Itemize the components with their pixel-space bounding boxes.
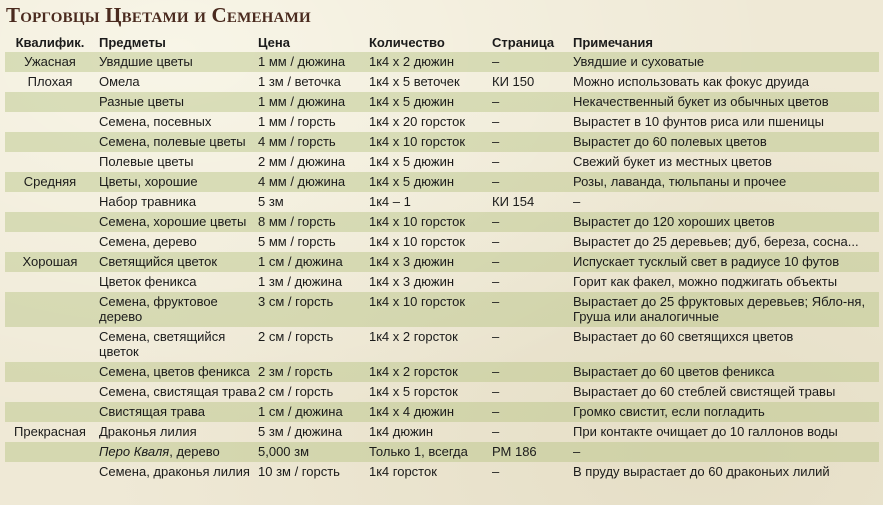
quantity-cell: 1к4 x 5 дюжин — [369, 94, 455, 109]
item-cell: Светящийся цветок — [99, 254, 218, 269]
page-cell: – — [492, 114, 500, 129]
price-cell: 2 см / горсть — [258, 384, 334, 399]
page-cell: – — [492, 154, 500, 169]
item-cell: Полевые цветы — [99, 154, 194, 169]
quantity-cell: 1к4 x 3 дюжин — [369, 254, 455, 269]
price-cell: 1 см / дюжина — [258, 404, 343, 419]
notes-cell: В пруду вырастает до 60 драконьих лилий — [573, 464, 830, 479]
table-row — [5, 252, 879, 272]
item-rest-text: , дерево — [169, 444, 220, 459]
quality-cell: Хорошая — [22, 254, 78, 269]
quantity-cell: 1к4 x 4 дюжин — [369, 404, 455, 419]
item-cell: Семена, свистящая трава — [99, 384, 257, 399]
quantity-cell: 1к4 горсток — [369, 464, 437, 479]
page-cell: – — [492, 174, 500, 189]
item-cell: Семена, драконья лилия — [99, 464, 250, 479]
notes-cell: Вырастет в 10 фунтов риса или пшеницы — [573, 114, 825, 129]
page-cell: – — [492, 329, 500, 344]
notes-cell: Горит как факел, можно поджигать объекты — [573, 274, 838, 289]
notes-cell: При контакте очищает до 10 галлонов воды — [573, 424, 838, 439]
notes-cell: Можно использовать как фокус друида — [573, 74, 809, 89]
item-cell: Цветок феникса — [99, 274, 197, 289]
header-items: Предметы — [99, 35, 166, 50]
table-row — [5, 422, 879, 442]
price-cell: 2 зм / горсть — [258, 364, 333, 379]
page-cell: – — [492, 274, 500, 289]
table-row — [5, 172, 879, 192]
notes-cell: Вырастает до 60 стеблей свистящей травы — [573, 384, 836, 399]
price-cell: 5,000 зм — [258, 444, 310, 459]
table-row — [5, 462, 879, 482]
table-header-row — [5, 33, 879, 52]
notes-cell: Вырастает до 60 цветов феникса — [573, 364, 775, 379]
notes-cell: Розы, лаванда, тюльпаны и прочее — [573, 174, 787, 189]
table-row — [5, 442, 879, 462]
table-row — [5, 52, 879, 72]
notes-cell: – — [573, 194, 581, 209]
table-row — [5, 92, 879, 112]
page-cell: КИ 150 — [492, 74, 535, 89]
header-quantity: Количество — [369, 35, 445, 50]
header-notes: Примечания — [573, 35, 654, 50]
price-cell: 1 мм / дюжина — [258, 94, 346, 109]
page-cell: – — [492, 134, 500, 149]
notes-cell: Вырастет до 60 полевых цветов — [573, 134, 767, 149]
notes-cell: – — [573, 444, 581, 459]
table-body — [5, 52, 879, 482]
table-row — [5, 402, 879, 422]
notes-cell: Вырастает до 60 светящихся цветов — [573, 329, 794, 344]
item-cell: Свистящая трава — [99, 404, 206, 419]
page-cell: – — [492, 214, 500, 229]
item-cell: Семена, хорошие цветы — [99, 214, 247, 229]
page-cell: – — [492, 94, 500, 109]
page-cell: – — [492, 364, 500, 379]
price-cell: 2 см / горсть — [258, 329, 334, 344]
item-italic-text: Перо Кваля — [99, 444, 170, 459]
page-cell: – — [492, 54, 500, 69]
notes-cell: Вырастает до 25 фруктовых деревьев; Ябло-ня, Груша или аналогичные — [573, 294, 866, 324]
page-cell: – — [492, 294, 500, 309]
table-row — [5, 327, 879, 362]
merchant-table — [5, 33, 879, 482]
item-cell: Семена, светящийся цветок — [99, 329, 226, 359]
price-cell: 5 мм / горсть — [258, 234, 336, 249]
quantity-cell: 1к4 x 20 горсток — [369, 114, 466, 129]
price-cell: 3 см / горсть — [258, 294, 334, 309]
notes-cell: Увядшие и суховатые — [573, 54, 705, 69]
notes-cell: Вырастет до 25 деревьев; дуб, береза, сосна... — [573, 234, 859, 249]
quantity-cell: 1к4 x 5 дюжин — [369, 174, 455, 189]
quantity-cell: 1к4 x 10 горсток — [369, 294, 466, 309]
page-cell: – — [492, 234, 500, 249]
notes-cell: Громко свистит, если погладить — [573, 404, 765, 419]
notes-cell: Испускает тусклый свет в радиусе 10 футов — [573, 254, 840, 269]
table-row — [5, 112, 879, 132]
notes-cell: Вырастет до 120 хороших цветов — [573, 214, 775, 229]
item-cell: Омела — [99, 74, 140, 89]
table-row — [5, 192, 879, 212]
page-cell: – — [492, 464, 500, 479]
quantity-cell: 1к4 – 1 — [369, 194, 411, 209]
price-cell: 5 зм — [258, 194, 284, 209]
page-cell: КИ 154 — [492, 194, 535, 209]
page-cell: – — [492, 424, 500, 439]
item-cell: Семена, цветов феникса — [99, 364, 250, 379]
price-cell: 1 зм / веточка — [258, 74, 341, 89]
table-row — [5, 212, 879, 232]
quantity-cell: 1к4 x 5 горсток — [369, 384, 458, 399]
price-cell: 8 мм / горсть — [258, 214, 336, 229]
quantity-cell: 1к4 x 3 дюжин — [369, 274, 455, 289]
page-cell: РМ 186 — [492, 444, 537, 459]
table-row — [5, 292, 879, 327]
quantity-cell: 1к4 дюжин — [369, 424, 434, 439]
table-row — [5, 362, 879, 382]
table-title: Торговцы Цветами и Семенами — [6, 3, 311, 27]
quantity-cell: Только 1, всегда — [369, 444, 468, 459]
quality-cell: Прекрасная — [14, 424, 86, 439]
price-cell: 10 зм / горсть — [258, 464, 340, 479]
quantity-cell: 1к4 x 10 горсток — [369, 134, 466, 149]
table-row — [5, 272, 879, 292]
price-cell: 4 мм / дюжина — [258, 174, 346, 189]
quantity-cell: 1к4 x 10 горсток — [369, 234, 466, 249]
quantity-cell: 1к4 x 10 горсток — [369, 214, 466, 229]
table-row — [5, 72, 879, 92]
header-price: Цена — [258, 35, 290, 50]
quality-cell: Плохая — [27, 74, 73, 89]
table-row — [5, 232, 879, 252]
table-row — [5, 152, 879, 172]
quantity-cell: 1к4 x 2 дюжин — [369, 54, 455, 69]
quantity-cell: 1к4 x 2 горсток — [369, 364, 458, 379]
quality-cell: Средняя — [23, 174, 77, 189]
page-cell: – — [492, 384, 500, 399]
quantity-cell: 1к4 x 2 горсток — [369, 329, 458, 344]
header-page: Страница — [492, 35, 555, 50]
quantity-cell: 1к4 x 5 веточек — [369, 74, 460, 89]
notes-cell: Свежий букет из местных цветов — [573, 154, 772, 169]
price-cell: 1 мм / горсть — [258, 114, 336, 129]
item-cell: Набор травника — [99, 194, 197, 209]
notes-cell: Некачественный букет из обычных цветов — [573, 94, 829, 109]
price-cell: 5 зм / дюжина — [258, 424, 343, 439]
page-cell: – — [492, 404, 500, 419]
price-cell: 2 мм / дюжина — [258, 154, 346, 169]
price-cell: 1 зм / дюжина — [258, 274, 343, 289]
item-cell: Семена, посевных — [99, 114, 212, 129]
price-cell: 1 см / дюжина — [258, 254, 343, 269]
item-cell: Семена, дерево — [99, 234, 197, 249]
header-quality: Квалифик. — [15, 35, 85, 50]
item-cell: Цветы, хорошие — [99, 174, 198, 189]
item-cell: Семена, фруктовое дерево — [99, 294, 218, 324]
quantity-cell: 1к4 x 5 дюжин — [369, 154, 455, 169]
item-cell: Семена, полевые цветы — [99, 134, 246, 149]
item-cell: Драконья лилия — [99, 424, 197, 439]
item-cell — [95, 444, 258, 459]
price-cell: 1 мм / дюжина — [258, 54, 346, 69]
table-row — [5, 382, 879, 402]
item-cell: Увядшие цветы — [99, 54, 193, 69]
page-cell: – — [492, 254, 500, 269]
item-cell: Разные цветы — [99, 94, 184, 109]
quality-cell: Ужасная — [24, 54, 76, 69]
table-row — [5, 132, 879, 152]
price-cell: 4 мм / горсть — [258, 134, 336, 149]
